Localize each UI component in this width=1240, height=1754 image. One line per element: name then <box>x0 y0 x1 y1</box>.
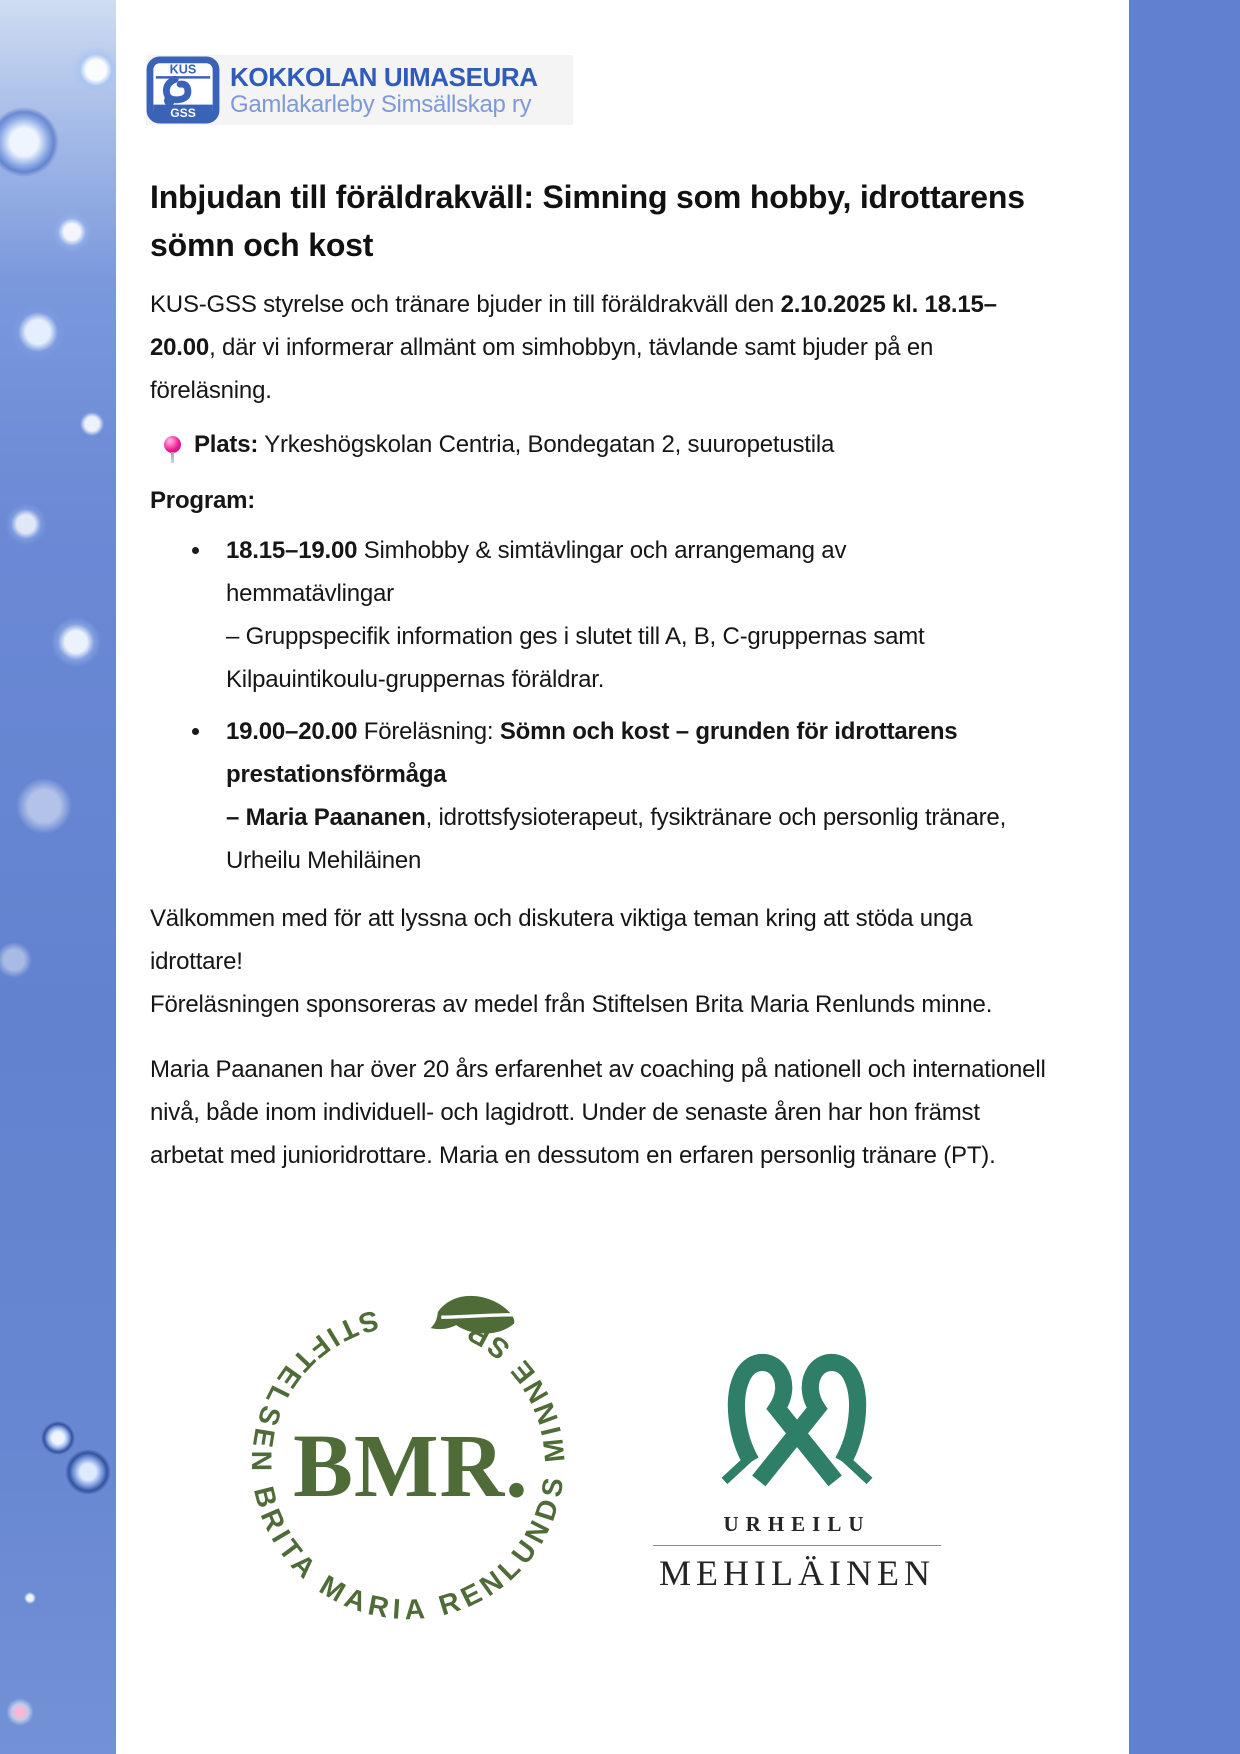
location-pin-icon <box>164 436 181 453</box>
mehilainen-divider <box>653 1545 941 1546</box>
mehilainen-logo <box>647 1330 947 1594</box>
intro-paragraph <box>150 283 1050 412</box>
emblem-top-text: KUS <box>169 62 197 77</box>
program-list <box>150 529 1070 882</box>
program-label: Program: <box>150 487 256 514</box>
program-item-2-time: 19.00–20.00 <box>226 718 358 745</box>
closing-line-2: Föreläsningen sponsoreras av medel från Stiftelsen Brita Maria Renlunds minne. <box>150 991 993 1018</box>
speaker-role: , idrottsfysioterapeut, fysiktränare och personlig tränare, Urheilu Mehiläinen <box>226 804 1007 874</box>
program-item-2-title: Sömn och kost – grunden för idrottarens prestationsförmåga <box>226 718 958 788</box>
swim-club-emblem-icon <box>146 56 220 124</box>
speaker-bio-paragraph: Maria Paananen har över 20 års erfarenhet av coaching på nationell och internationell nivå, både inom individuell- och lagidrott. Under de senaste åren har hon främst arbetat med junioridrottare. Maria en dessutom en erfaren personlig tränare (PT). <box>150 1056 1046 1169</box>
club-name-block <box>230 61 538 118</box>
page-title: Inbjudan till föräldrakväll: Simning som hobby, idrottarens sömn och kost <box>150 179 1025 263</box>
water-texture-right <box>1129 0 1240 1754</box>
location-value: Yrkeshögskolan Centria, Bondegatan 2, suuropetustila <box>258 431 835 458</box>
mehilainen-text-line2: MEHILÄINEN <box>659 1553 935 1593</box>
program-item-1-time: 18.15–19.00 <box>226 537 358 564</box>
club-logo <box>146 55 573 125</box>
bmr-ring-text: STIFTELSEN BRITA MARIA RENLUNDS MINNE SR <box>245 1304 571 1626</box>
water-texture-left <box>0 0 116 1754</box>
intro-text: KUS-GSS styrelse och tränare bjuder in till föräldrakväll den <box>150 291 781 318</box>
program-item-1-text: Simhobby & simtävlingar och arrangemang av hemmatävlingar <box>226 537 847 607</box>
location-line <box>150 423 1064 466</box>
program-item-2-text: Föreläsning: <box>357 718 500 745</box>
program-item-2 <box>226 710 1010 882</box>
program-item-2-speaker <box>226 796 1010 882</box>
bmr-center-text: BMR. <box>293 1417 529 1517</box>
program-item-1-note: – Gruppspecifik information ges i slutet till A, B, C-gruppernas samt Kilpauintikoulu-gruppernas föräldrar. <box>226 623 925 693</box>
program-item-1 <box>226 529 1010 701</box>
document-content <box>150 0 1070 1754</box>
sponsor-logos <box>150 1262 1070 1702</box>
bmr-foundation-logo <box>213 1268 603 1658</box>
club-subtitle: Gamlakarleby Simsällskap ry <box>230 90 532 118</box>
heart-ribbon-icon <box>692 1330 902 1502</box>
emblem-bottom-text: GSS <box>170 106 196 121</box>
location-label: Plats: <box>194 431 259 458</box>
closing-paragraph <box>150 897 1050 1026</box>
club-title: KOKKOLAN UIMASEURA <box>230 61 538 92</box>
intro-datetime: 2.10.2025 kl. 18.15–20.00 <box>150 291 997 361</box>
speaker-name: – Maria Paananen <box>226 804 426 831</box>
mehilainen-text-line1: URHEILU <box>723 1512 871 1536</box>
intro-text-rest: , där vi informerar allmänt om simhobbyn, tävlande samt bjuder på en föreläsning. <box>150 334 934 404</box>
closing-line-1: Välkommen med för att lyssna och diskutera viktiga teman kring att stöda unga idrottare! <box>150 905 973 975</box>
